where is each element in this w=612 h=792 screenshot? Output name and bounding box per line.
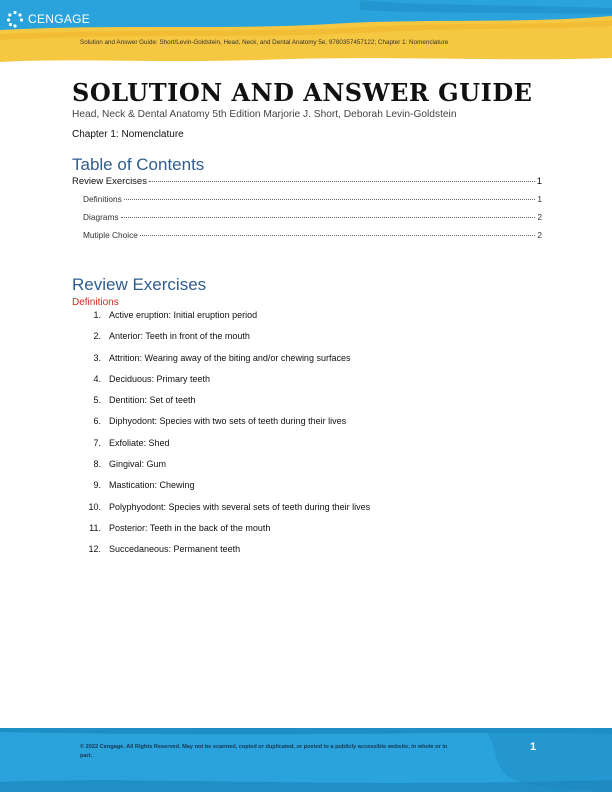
definition-item — [72, 544, 542, 565]
item-number: 11. — [89, 522, 101, 533]
toc-entry-page: 1 — [536, 176, 542, 187]
definitions-list — [72, 310, 542, 566]
toc-leader-dots — [121, 217, 536, 218]
item-number: 8. — [93, 459, 101, 470]
header-band — [0, 0, 612, 62]
item-number: 6. — [93, 416, 101, 427]
document-title: SOLUTION AND ANSWER GUIDE — [72, 78, 533, 107]
toc-entry-label: Mutiple Choice — [83, 230, 138, 240]
toc-entry-label: Review Exercises — [72, 176, 147, 187]
item-text: Dentition: Set of teeth — [109, 395, 196, 406]
definition-item — [72, 416, 542, 437]
toc-leader-dots — [124, 199, 536, 200]
page-number: 1 — [530, 741, 537, 753]
item-number: 1. — [93, 310, 101, 320]
definitions-subheading: Definitions — [72, 297, 119, 308]
definition-item — [72, 310, 542, 331]
item-text: Deciduous: Primary teeth — [109, 373, 211, 384]
item-text: Active eruption: Initial eruption period — [109, 310, 258, 320]
header-brush-graphic — [0, 0, 612, 62]
item-number: 2. — [93, 331, 101, 342]
logo-text: CENGAGE — [28, 12, 91, 26]
review-exercises-heading: Review Exercises — [72, 275, 207, 294]
definition-item — [72, 395, 542, 416]
definition-item — [72, 502, 542, 523]
copyright-notice: © 2022 Cengage. All Rights Reserved. May not be scanned, copied or duplicated, or posted to a publicly accessible website, in whole or in part. — [80, 744, 448, 759]
document-subtitle: Head, Neck & Dental Anatomy 5th Edition Marjorie J. Short, Deborah Levin-Goldstein — [72, 109, 457, 120]
definition-item — [72, 353, 542, 374]
item-text: Polyphyodont: Species with several sets of teeth during their lives — [109, 501, 371, 512]
table-of-contents — [72, 176, 542, 248]
item-text: Posterior: Teeth in the back of the mouth — [109, 522, 271, 533]
item-number: 12. — [88, 544, 101, 555]
cengage-logo-icon — [6, 10, 24, 28]
definition-item — [72, 438, 542, 459]
toc-entry-review-exercises[interactable] — [72, 176, 542, 194]
chapter-heading: Chapter 1: Nomenclature — [72, 129, 184, 140]
item-text: Diphyodont: Species with two sets of teeth during their lives — [109, 416, 347, 427]
toc-leader-dots — [140, 235, 535, 236]
cengage-logo — [6, 10, 90, 28]
toc-leader-dots — [149, 181, 535, 182]
item-number: 10. — [88, 501, 101, 512]
item-number: 7. — [93, 437, 101, 448]
item-text: Exfoliate: Shed — [109, 437, 170, 448]
toc-entry-page: 2 — [537, 230, 542, 240]
toc-heading: Table of Contents — [72, 155, 205, 174]
definition-item — [72, 523, 542, 544]
toc-entry-label: Diagrams — [83, 212, 119, 222]
definition-item — [72, 459, 542, 480]
item-text: Attrition: Wearing away of the biting and/or chewing surfaces — [109, 352, 351, 363]
item-number: 5. — [93, 395, 101, 406]
toc-entry-label: Definitions — [83, 194, 122, 204]
toc-entry-page: 1 — [537, 194, 542, 204]
item-text: Gingival: Gum — [109, 459, 167, 470]
toc-entry-definitions[interactable] — [72, 194, 542, 212]
toc-entry-diagrams[interactable] — [72, 212, 542, 230]
definition-item — [72, 374, 542, 395]
item-text: Succedaneous: Permanent teeth — [109, 544, 241, 555]
running-head: Solution and Answer Guide: Short/Levin-Goldstein, Head, Neck, and Dental Anatomy 5e, 9780357457122; Chapter 1: Nomenclature — [80, 39, 449, 46]
item-text: Mastication: Chewing — [109, 480, 195, 491]
toc-entry-page: 2 — [537, 212, 542, 222]
item-number: 4. — [93, 373, 101, 384]
document-body — [72, 78, 542, 566]
item-text: Anterior: Teeth in front of the mouth — [109, 331, 250, 342]
item-number: 9. — [93, 480, 101, 491]
item-number: 3. — [93, 352, 101, 363]
toc-entry-multiple-choice[interactable] — [72, 230, 542, 248]
definition-item — [72, 331, 542, 352]
definition-item — [72, 480, 542, 501]
